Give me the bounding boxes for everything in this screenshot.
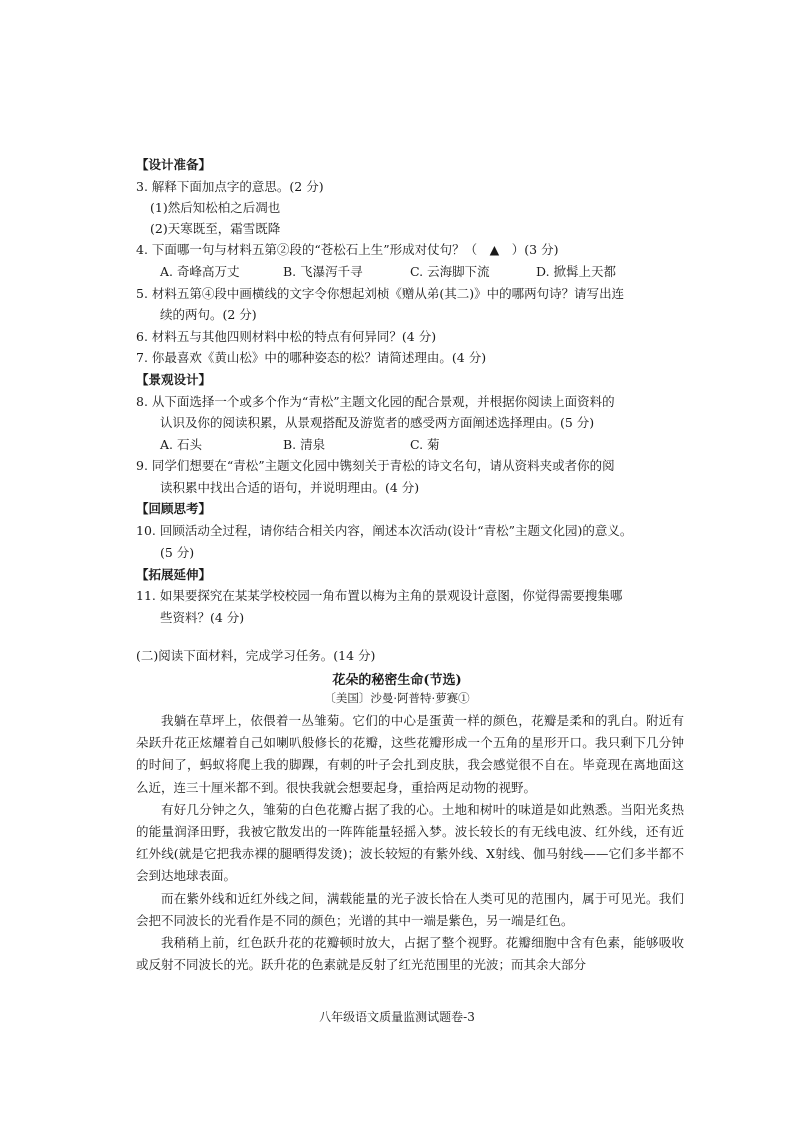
- question-4: 4. 下面哪一句与材料五第②段的“苍松石上生”形成对仗句？（ ▲ ）(3 分): [136, 242, 559, 257]
- question-8-line-2: 认识及你的阅读积累，从景观搭配及游览者的感受两方面阐述选择理由。(5 分): [160, 415, 595, 430]
- question-10-line-2: (5 分): [160, 545, 195, 560]
- paragraph-2: 有好几分钟之久，雏菊的白色花瓣占据了我的心。土地和树叶的味道是如此熟悉。当阳光炙热的能量润泽田野，我被它散发出的一阵阵能量轻摇入梦。波长较长的有无线电波、红外线，还有近红外线(就是它把我赤裸的腿晒得发烫)；波长较短的有紫外线、X射线、伽马射线——它们多半都不会到达地球表面。: [136, 801, 684, 884]
- option-b: B. 飞瀑泻千寻: [283, 264, 363, 279]
- option-b: B. 清泉: [283, 437, 326, 452]
- reading-title: 花朵的秘密生命(节选): [332, 673, 462, 688]
- question-5-line-1: 5. 材料五第④段中画横线的文字令你想起刘桢《赠从弟(其二)》中的哪两句诗？请写出连: [136, 286, 625, 301]
- section-design-prep: 【设计准备】: [136, 157, 212, 172]
- question-9-line-2: 读积累中找出合适的语句，并说明理由。(4 分): [160, 480, 420, 495]
- question-9-line-1: 9. 同学们想要在“青松”主题文化园中镌刻关于青松的诗文名句，请从资料夹或者你的阅: [136, 458, 615, 473]
- option-a: A. 奇峰高万丈: [160, 264, 240, 279]
- question-3-item-2: (2)天寒既至，霜雪既降: [150, 221, 281, 236]
- option-a: A. 石头: [160, 437, 202, 452]
- question-3: 3. 解释下面加点字的意思。(2 分): [136, 179, 324, 194]
- paragraph-3: 而在紫外线和近红外线之间，满载能量的光子波长恰在人类可见的范围内，属于可见光。我们会把不同波长的光看作是不同的颜色；光谱的其中一端是紫色，另一端是红色。: [136, 890, 684, 928]
- reading-author: 〔美国〕沙曼·阿普特·萝赛①: [324, 691, 470, 705]
- question-5-line-2: 续的两句。(2 分): [160, 307, 257, 322]
- option-c: C. 菊: [410, 437, 440, 452]
- question-11-line-2: 些资料？(4 分): [160, 610, 245, 625]
- reading-intro: (二)阅读下面材料，完成学习任务。(14 分): [136, 648, 376, 663]
- question-3-item-1: (1)然后知松柏之后凋也: [150, 200, 281, 215]
- page-footer: 八年级语文质量监测试题卷-3: [319, 1010, 475, 1024]
- option-c: C. 云海脚下流: [410, 264, 490, 279]
- section-extension: 【拓展延伸】: [136, 567, 212, 582]
- question-8-line-1: 8. 从下面选择一个或多个作为“青松”主题文化园的配合景观，并根据你阅读上面资料的: [136, 394, 615, 409]
- question-11-line-1: 11. 如果要探究在某某学校校园一角布置以梅为主角的景观设计意图，你觉得需要搜集哪: [136, 588, 623, 603]
- option-d: D. 掀髯上天都: [536, 264, 617, 279]
- reading-body: [136, 710, 684, 976]
- section-review: 【回顾思考】: [136, 501, 212, 516]
- paragraph-4: 我稍稍上前，红色跃升花的花瓣顿时放大，占据了整个视野。花瓣细胞中含有色素，能够吸收或反射不同波长的光。跃升花的色素就是反射了红光范围里的光波；而其余大部分: [136, 935, 684, 973]
- paragraph-1: 我躺在草坪上，依偎着一丛雏菊。它们的中心是蛋黄一样的颜色，花瓣是柔和的乳白。附近有朵跃升花正炫耀着自己如喇叭般修长的花瓣，这些花瓣形成一个五角的星形开口。我只剩下几分钟的时间了，蚂蚁将爬上我的脚踝，有刺的叶子会扎到皮肤，我会感觉很不自在。毕竟现在离地面这么近，连三十厘米都不到。很快我就会想要起身，重拾两足动物的视野。: [136, 713, 684, 795]
- question-7: 7. 你最喜欢《黄山松》中的哪种姿态的松？请简述理由。(4 分): [136, 350, 487, 365]
- section-landscape: 【景观设计】: [136, 372, 212, 387]
- question-10-line-1: 10. 回顾活动全过程，请你结合相关内容，阐述本次活动(设计“青松”主题文化园)的意义。: [136, 523, 633, 538]
- question-6: 6. 材料五与其他四则材料中松的特点有何异同？(4 分): [136, 329, 437, 344]
